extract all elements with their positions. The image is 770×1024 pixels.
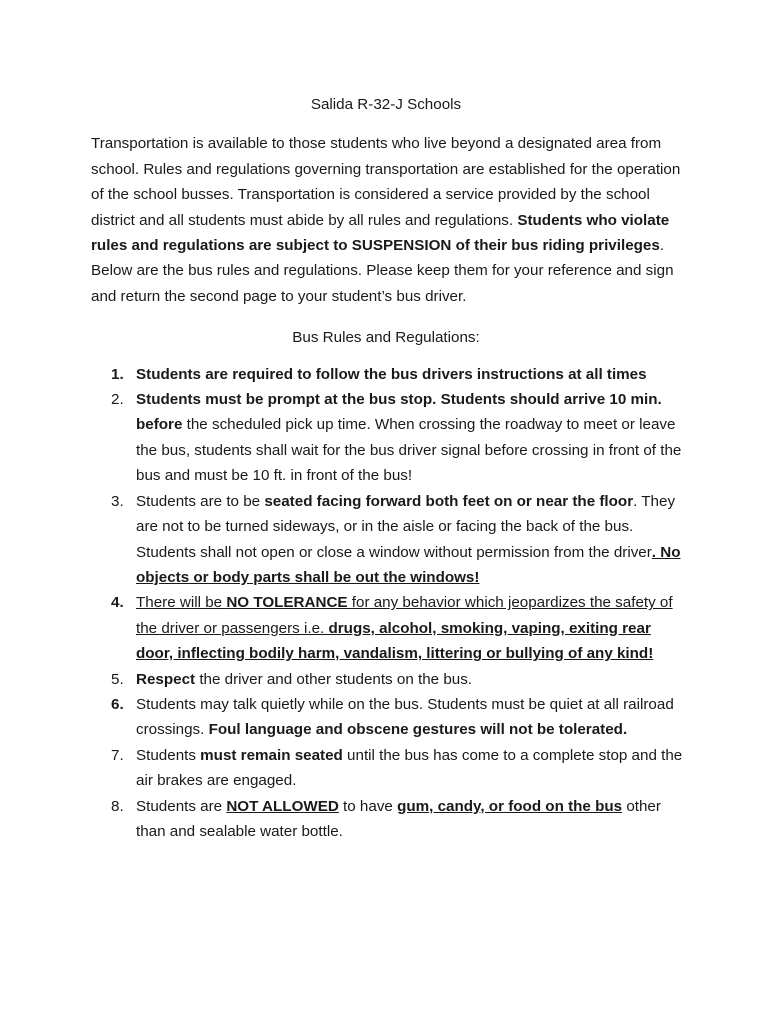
rule-number: 8. (111, 797, 124, 815)
rule-text: Students are to be (136, 492, 265, 510)
rule-text: until the bus has come to a complete stop and the air brakes are engaged. (136, 746, 683, 790)
rule-underlined: for any behavior which jeopardizes the safety of the driver or passengers i.e. (136, 594, 673, 637)
rule-item-3 (91, 489, 691, 591)
rule-item-8 (91, 794, 691, 845)
rule-item-5 (91, 667, 691, 692)
rule-bold: Foul language and obscene gestures will not be tolerated. (208, 721, 628, 739)
rule-item-1 (91, 362, 691, 387)
rule-bold-underlined: gum, candy, or food on the bus (397, 797, 623, 815)
document-page (91, 92, 691, 844)
rule-text: Students may talk quietly while on the bus. Students must be quiet at all railroad crossings. (136, 695, 674, 739)
rule-bold: must remain seated (200, 746, 343, 764)
rule-underlined: There will be (136, 594, 227, 612)
rule-number: 1. (111, 365, 124, 383)
intro-warning: Students who violate rules and regulations are subject to SUSPENSION of their bus riding privileges (91, 211, 670, 255)
rule-bold: seated facing forward both feet on or near the floor (264, 492, 634, 510)
rule-text: Students (136, 746, 201, 764)
rule-item-7 (91, 743, 691, 794)
rules-list (91, 362, 691, 845)
rule-text: the driver and other students on the bus. (195, 670, 473, 688)
rule-bold-underlined: drugs, alcohol, smoking, vaping, exiting rear door, inflecting bodily harm, vandalism, littering or bullying of any kind! (136, 619, 654, 663)
rule-item-2 (91, 387, 691, 489)
rule-number: 2. (111, 391, 124, 409)
rule-number: 7. (111, 746, 124, 764)
rule-item-4 (91, 590, 691, 666)
intro-text-1: Transportation is available to those students who live beyond a designated area from school. Rules and regulations governing transportation are established for the operation of the school busses. Transportation is considered a service provided by the school district and all students must abide by all rules and regulations. (91, 135, 681, 229)
rule-bold-underlined: NOT ALLOWED (226, 797, 339, 815)
rule-bold: Students are required to follow the bus drivers instructions at all times (136, 365, 647, 383)
intro-paragraph (91, 131, 691, 309)
rule-bold-underlined: NO TOLERANCE (226, 594, 348, 612)
intro-text-2: . Below are the bus rules and regulations. Please keep them for your reference and sign and return the second page to your student’s bus driver. (91, 237, 674, 305)
page-title: Salida R-32-J Schools (310, 96, 462, 113)
rule-text: to have (338, 797, 398, 815)
rule-number: 3. (111, 492, 124, 510)
rules-heading: Bus Rules and Regulations: (292, 329, 480, 347)
rule-text: Students are (136, 797, 227, 815)
rule-number: 4. (111, 594, 124, 612)
rule-text: other than and sealable water bottle. (136, 797, 661, 840)
rule-text: . They are not to be turned sideways, or in the aisle or facing the back of the bus. Students shall not open or close a window without permission from the driver (136, 492, 676, 561)
rule-text: the scheduled pick up time. When crossing the roadway to meet or leave the bus, students shall wait for the bus driver signal before crossing in front of the bus and must be 10 ft. in front of the bus! (136, 416, 682, 485)
rule-bold-underlined: . No objects or body parts shall be out the windows! (136, 543, 681, 586)
rule-item-6 (91, 692, 691, 743)
rule-number: 5. (111, 670, 124, 688)
rule-bold: Students must be prompt at the bus stop. Students should arrive 10 min. before (136, 391, 662, 434)
rule-number: 6. (111, 695, 124, 713)
rule-bold: Respect (136, 670, 196, 688)
